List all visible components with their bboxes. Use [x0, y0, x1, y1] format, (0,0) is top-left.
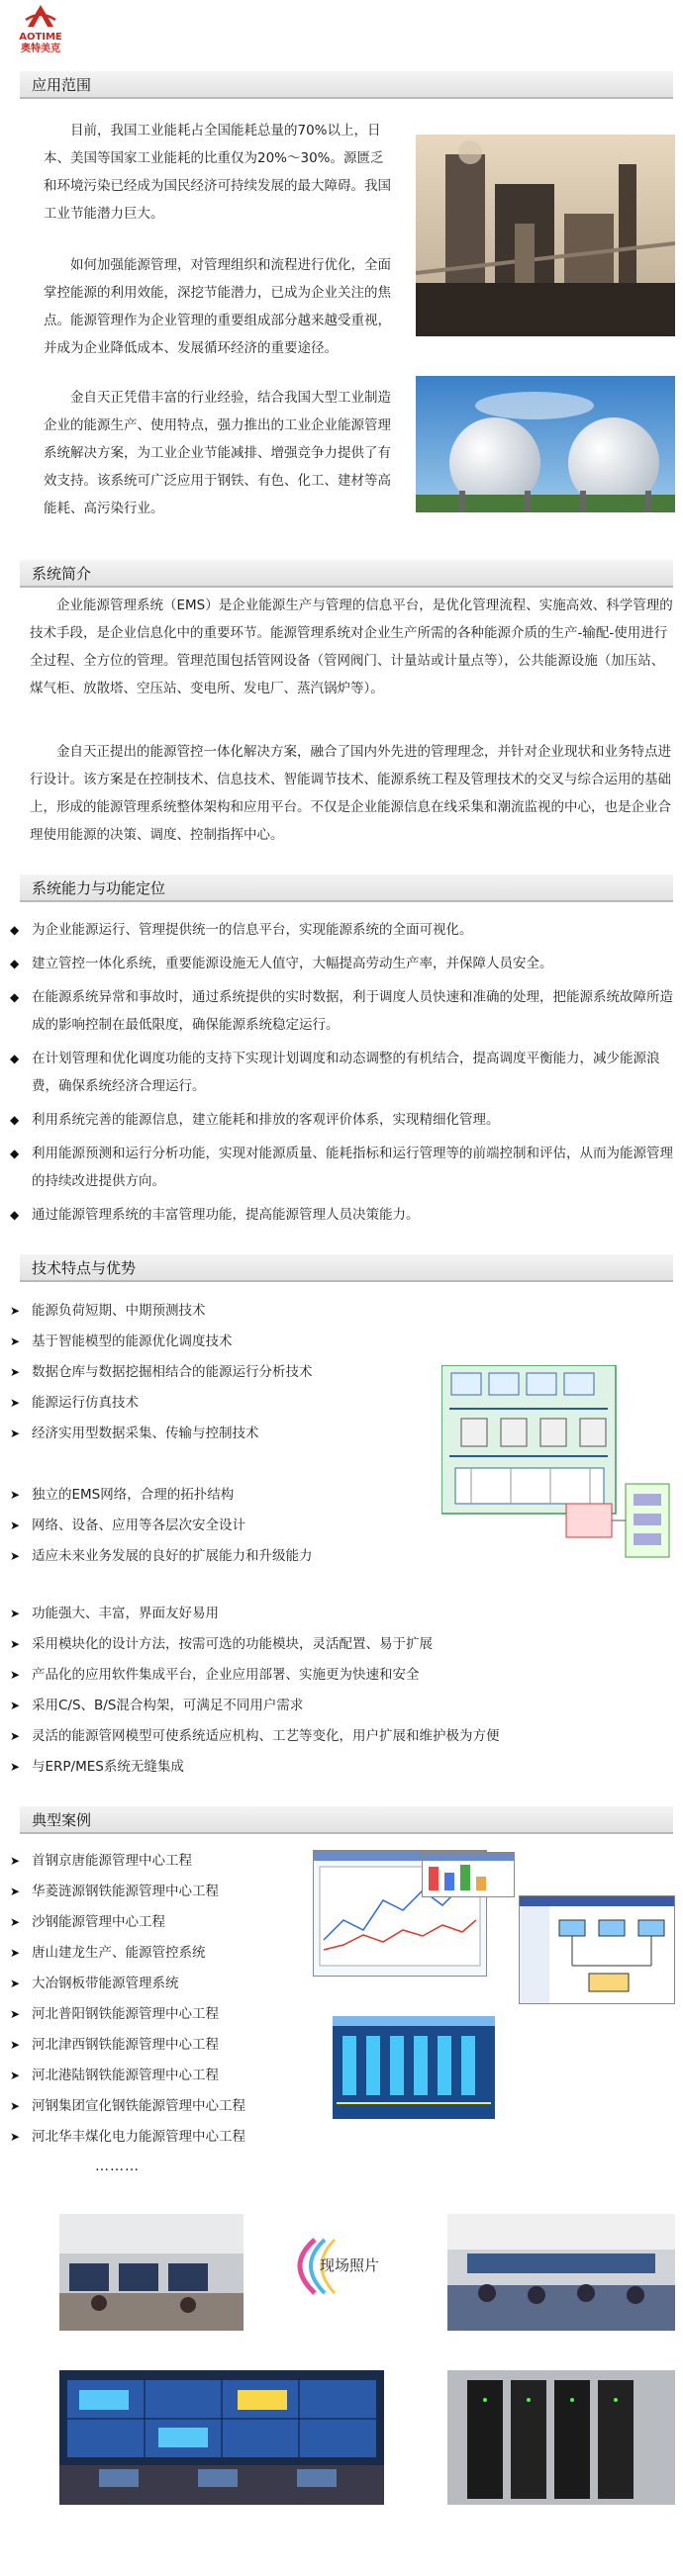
software-screenshot-small: [422, 1852, 515, 1897]
steel-plant-photo: [416, 135, 675, 336]
case-item: ➤ 河北港陆钢铁能源管理中心工程: [8, 2061, 325, 2091]
case-item: ➤ 河钢集团宣化钢铁能源管理中心工程: [8, 2091, 325, 2122]
tech-item: ➤ 能源运行仿真技术: [8, 1388, 424, 1419]
function-item: ◆ 通过能源管理系统的丰富管理功能，提高能源管理人员决策能力。: [8, 1201, 677, 1229]
video-wall-photo: [59, 2370, 384, 2505]
control-room-photo-1: [59, 2214, 244, 2331]
scene-photo-label: [285, 2236, 414, 2295]
case-item: ➤ 大冶钢板带能源管理系统: [8, 1969, 325, 1999]
section-header-intro: 系统简介: [20, 560, 673, 588]
tech-item: ➤ 采用模块化的设计方法，按需可选的功能模块，灵活配置、易于扩展: [8, 1629, 677, 1660]
case-item: ➤ 河北华丰煤化电力能源管理中心工程: [8, 2122, 325, 2153]
software-screenshot-flow: [519, 1895, 675, 2004]
case-item: ➤ 唐山建龙生产、能源管控系统: [8, 1938, 325, 1969]
tech-item: ➤ 采用C/S、B/S混合构架，可满足不同用户需求: [8, 1691, 677, 1721]
function-item: ◆ 在计划管理和优化调度功能的支持下实现计划调度和动态调整的有机结合，提高调度平衡能力，减少能源浪费，确保系统经济合理运行。: [8, 1045, 677, 1100]
scene-photo-label-text: 现场照片: [319, 2256, 379, 2274]
tech-item: ➤ 能源负荷短期、中期预测技术: [8, 1296, 424, 1327]
tech-item: ➤ 经济实用型数据采集、传输与控制技术: [8, 1419, 424, 1449]
intro-para-1: 企业能源管理系统（EMS）是企业能源生产与管理的信息平台，是优化管理流程、实施高效、科学管理的技术手段，是企业信息化中的重要环节。能源管理系统对企业生产所需的各种能源介质的生产-输配-使用进行全过程、全方位的管理。管理范围包括管网设备（管网阀门、计量站或计量点等），公共能源设施（加压站、煤气柜、放散塔、空压站、变电所、发电厂、蒸汽锅炉等）。: [30, 598, 673, 696]
function-item: ◆ 为企业能源运行、管理提供统一的信息平台，实现能源系统的全面可视化。: [8, 916, 677, 944]
tech-item: ➤ 基于智能模型的能源优化调度技术: [8, 1327, 424, 1357]
section-header-cases: 典型案例: [20, 1806, 673, 1834]
case-item: ➤ 河北津西钢铁能源管理中心工程: [8, 2030, 325, 2061]
logo-mark-icon: [24, 4, 57, 28]
section-header-tech: 技术特点与优势: [20, 1254, 673, 1282]
tech-item: ➤ 网络、设备、应用等各层次安全设计: [8, 1511, 424, 1541]
network-topology-diagram: [441, 1365, 675, 1563]
tech-list-3: [8, 1599, 677, 1783]
tech-item: ➤ 功能强大、丰富，界面友好易用: [8, 1599, 677, 1629]
tech-item: ➤ 独立的EMS网络，合理的拓扑结构: [8, 1480, 424, 1511]
tech-list-1: [8, 1296, 424, 1449]
software-screenshot-scada: [333, 2016, 495, 2119]
section-header-functions: 系统能力与功能定位: [20, 874, 673, 902]
gas-tank-photo: [416, 376, 675, 512]
tech-list-2: [8, 1480, 424, 1572]
case-item: ➤ 华菱涟源钢铁能源管理中心工程: [8, 1877, 325, 1907]
logo-word: AOTIME: [19, 32, 62, 43]
tech-item: ➤ 适应未来业务发展的良好的扩展能力和升级能力: [8, 1541, 424, 1572]
tech-item: ➤ 与ERP/MES系统无缝集成: [8, 1752, 677, 1783]
intro-para-2: 金自天正提出的能源管控一体化解决方案，融合了国内外先进的管理理念，并针对企业现状和业务特点进行设计。该方案是在控制技术、信息技术、智能调节技术、能源系统工程及管理技术的交叉与综合运用的基础上，形成的能源管理系统整体架构和应用平台。不仅是企业能源信息在线采集和潮流监视的中心，也是企业合理使用能源的决策、调度、控制指挥中心。: [30, 744, 671, 843]
control-room-photo-2: [447, 2214, 675, 2331]
application-para-2: 如何加强能源管理，对管理组织和流程进行优化，全面掌控能源的利用效能，深挖节能潜力，已成为企业关注的焦点。能源管理作为企业管理的重要组成部分越来越受重视，并成为企业降低成本、发展循环经济的重要途径。: [44, 257, 391, 356]
tech-item: ➤ 灵活的能源管网模型可使系统适应机构、工艺等变化，用户扩展和维护极为方便: [8, 1721, 677, 1752]
function-item: ◆ 利用能源预测和运行分析功能，实现对能源质量、能耗指标和运行管理等的前端控制和评估，从而为能源管理的持续改进提供方向。: [8, 1140, 677, 1195]
case-item: ➤ 首钢京唐能源管理中心工程: [8, 1846, 325, 1877]
section-header-application: 应用范围: [20, 71, 673, 99]
application-para-3: 金自天正凭借丰富的行业经验，结合我国大型工业制造企业的能源生产、使用特点，强力推出的工业企业能源管理系统解决方案，为工业企业节能减排、增强竞争力提供了有效支持。该系统可广泛应用于钢铁、有色、化工、建材等高能耗、高污染行业。: [44, 390, 391, 516]
function-item: ◆ 在能源系统异常和事故时，通过系统提供的实时数据，利于调度人员快速和准确的处理，把能源系统故障所造成的影响控制在最低限度，确保能源系统稳定运行。: [8, 983, 677, 1039]
application-para-1: 目前，我国工业能耗占全国能耗总量的70%以上，日本、美国等国家工业能耗的比重仅为20%～30%。源匮乏和环境污染已经成为国民经济可持续发展的最大障碍。我国工业节能潜力巨大。: [44, 123, 391, 222]
tech-item: ➤ 数据仓库与数据挖掘相结合的能源运行分析技术: [8, 1357, 424, 1388]
case-item: ➤ 河北普阳钢铁能源管理中心工程: [8, 1999, 325, 2030]
tech-item: ➤ 产品化的应用软件集成平台，企业应用部署、实施更为快速和安全: [8, 1660, 677, 1691]
logo-text: 奥特美克: [21, 44, 60, 54]
server-room-photo: [447, 2370, 675, 2505]
company-logo: [6, 4, 75, 54]
cases-more: ………: [95, 2159, 140, 2174]
function-item: ◆ 建立管控一体化系统，重要能源设施无人值守，大幅提高劳动生产率，并保障人员安全。: [8, 950, 677, 977]
case-item: ➤ 沙钢能源管理中心工程: [8, 1907, 325, 1938]
function-item: ◆ 利用系统完善的能源信息，建立能耗和排放的客观评价体系，实现精细化管理。: [8, 1106, 677, 1134]
function-list: [8, 916, 677, 1229]
case-list: [8, 1846, 325, 2153]
